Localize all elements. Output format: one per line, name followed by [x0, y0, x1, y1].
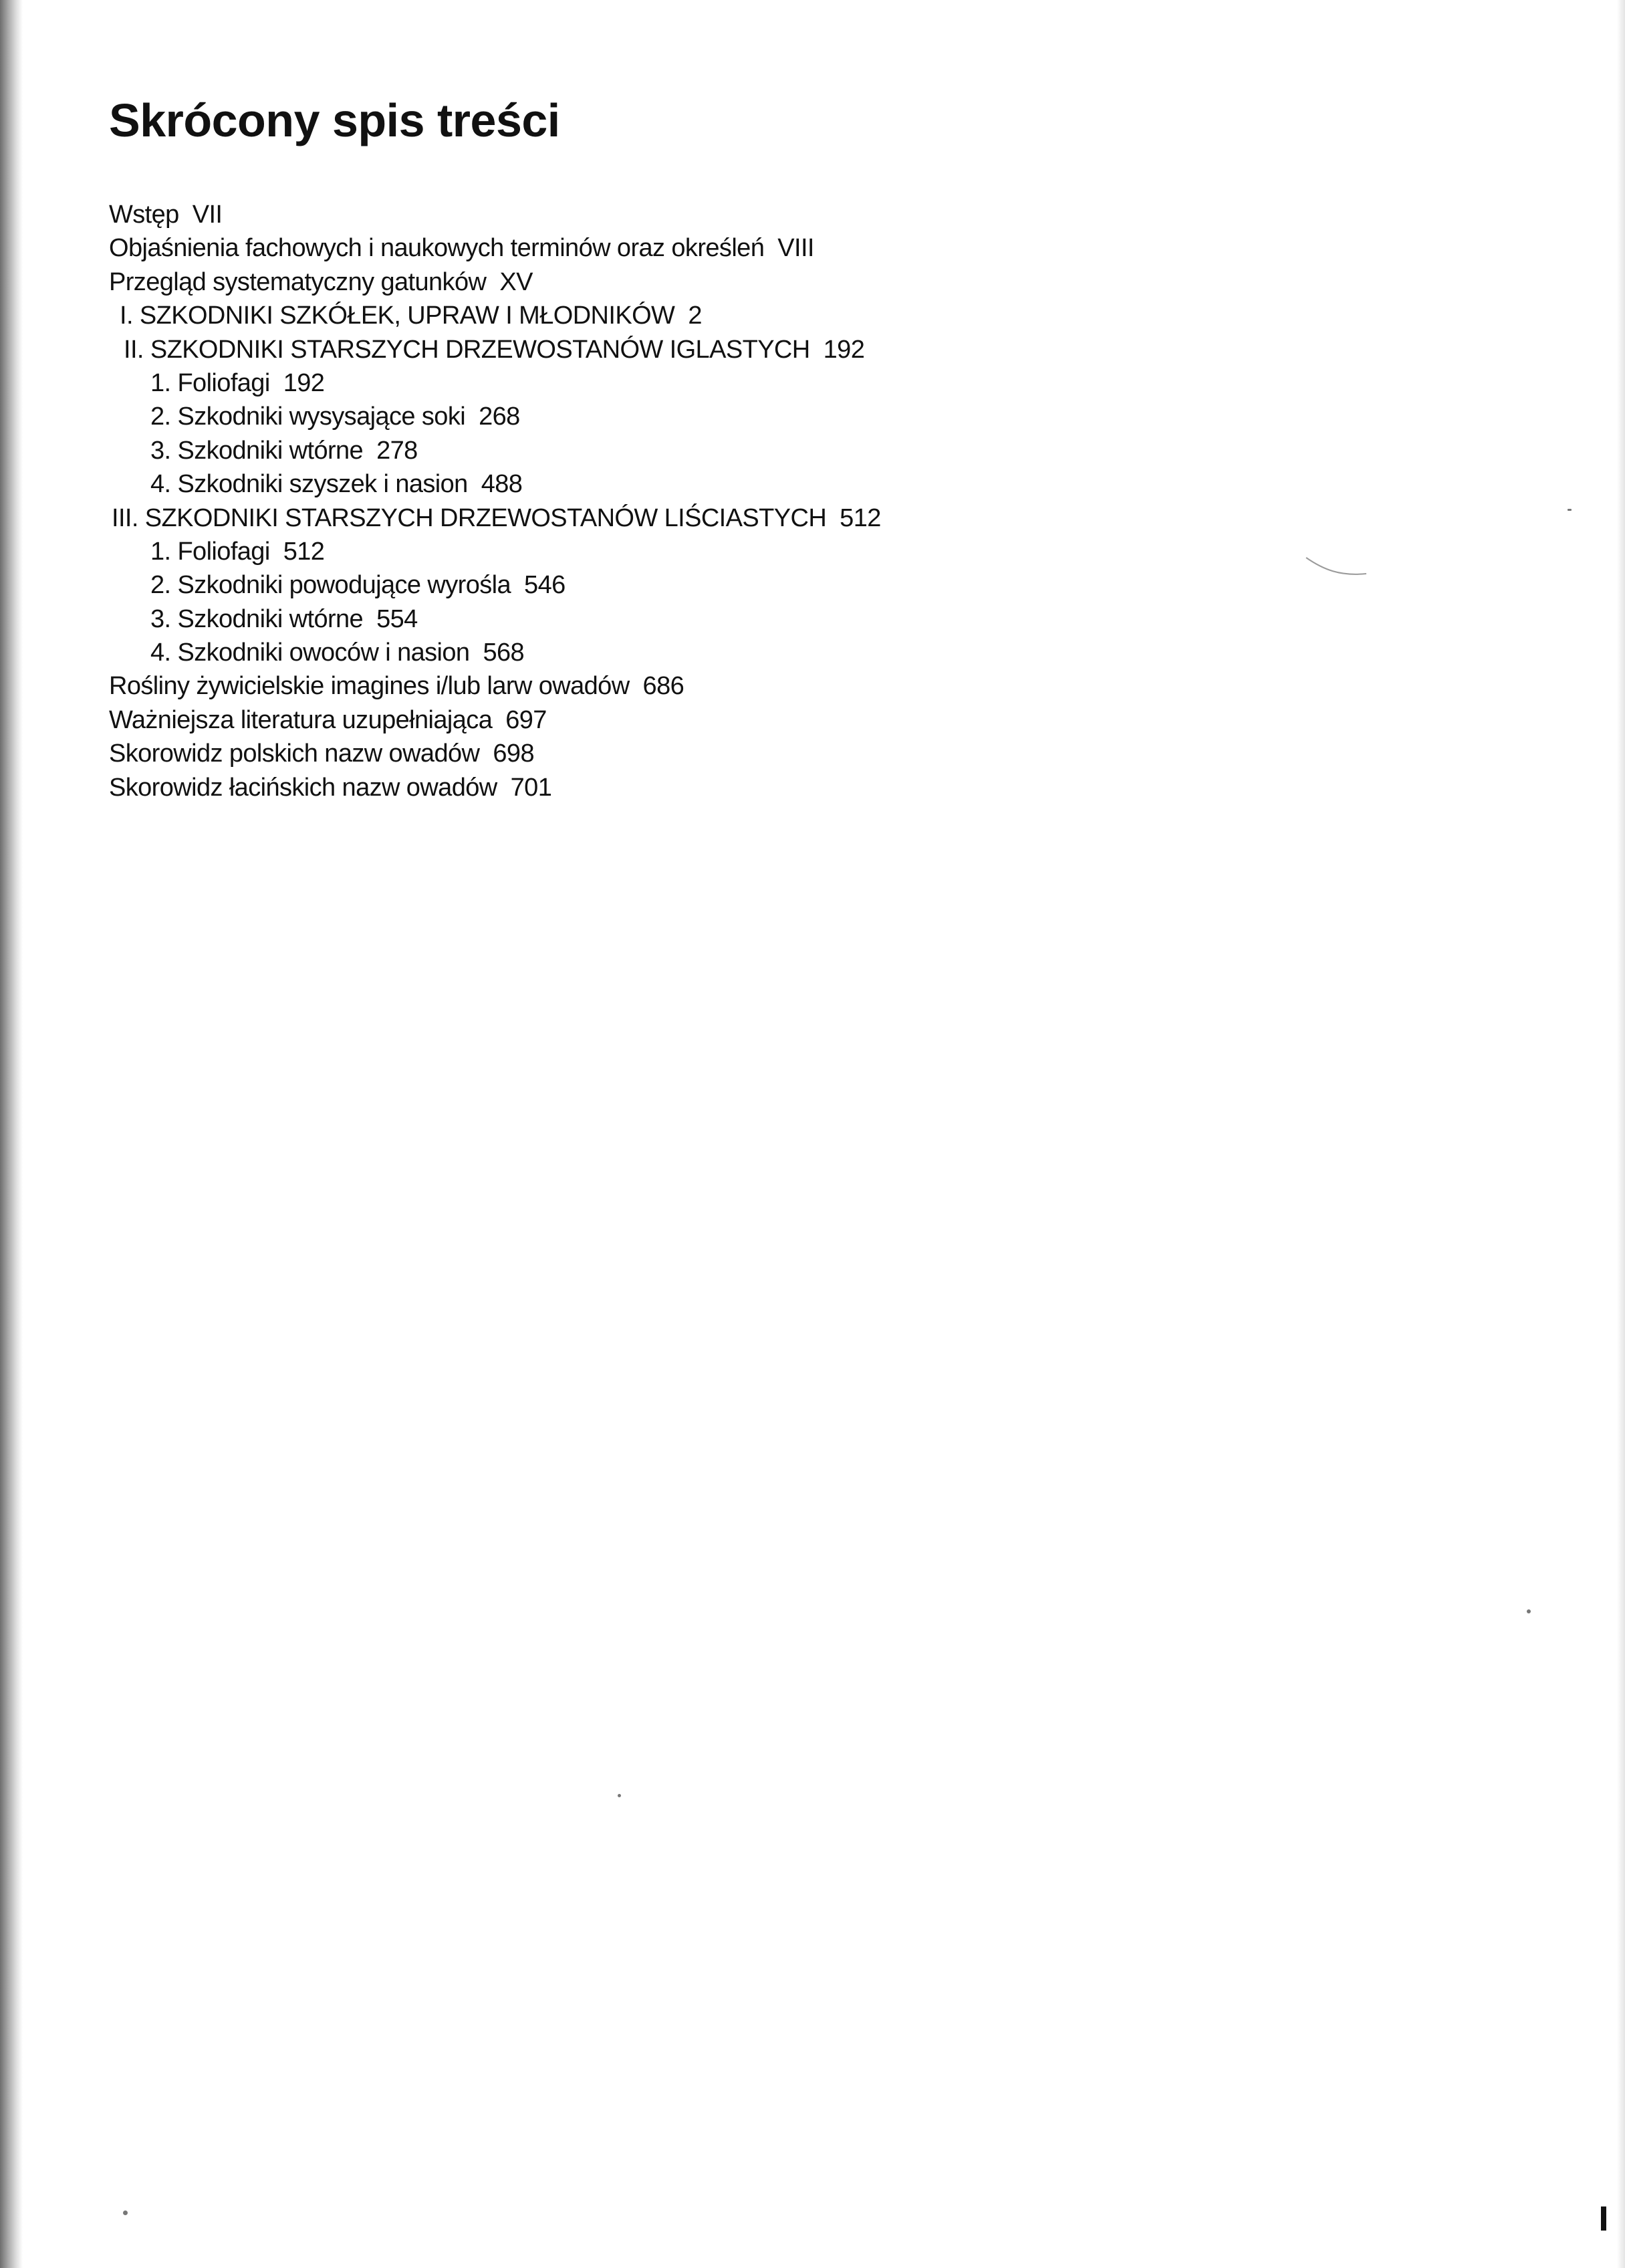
- scan-speck: [123, 2210, 128, 2215]
- toc-entry: [109, 737, 881, 770]
- binding-shadow: [0, 0, 23, 2268]
- toc-entry-page: 568: [483, 639, 525, 667]
- toc-entry-text: 2. Szkodniki powodujące wyrośla: [150, 571, 511, 600]
- toc-entry-page: 192: [823, 335, 865, 364]
- toc-entry-page: 697: [505, 705, 547, 734]
- toc-entry-page: 701: [510, 773, 552, 802]
- toc-entry-text: Ważniejsza literatura uzupełniająca: [109, 705, 493, 734]
- toc-entry-page: 278: [376, 436, 418, 465]
- scan-speck: [618, 1794, 621, 1797]
- toc-entry-text: II. SZKODNIKI STARSZYCH DRZEWOSTANÓW IGLASTYCH: [124, 335, 810, 364]
- toc-entry-text: Przegląd systematyczny gatunków: [109, 267, 487, 296]
- scan-speck: [1568, 509, 1572, 511]
- toc-entry-page: 2: [688, 302, 702, 330]
- toc-entry-page: 488: [481, 470, 523, 499]
- toc-entry-page: 268: [479, 403, 520, 431]
- toc-entry: [109, 703, 881, 737]
- toc-entry-text: 4. Szkodniki owoców i nasion: [150, 639, 470, 667]
- toc-entry: [109, 265, 881, 299]
- toc-entry: [109, 467, 881, 501]
- toc-entry: [109, 400, 881, 433]
- toc-entry-page: 512: [840, 503, 881, 532]
- toc-entry-text: 3. Szkodniki wtórne: [150, 604, 364, 633]
- scan-speck: [1527, 1609, 1531, 1613]
- toc-entry: [109, 771, 881, 804]
- toc-entry-text: Skorowidz polskich nazw owadów: [109, 740, 480, 768]
- toc-entry-text: III. SZKODNIKI STARSZYCH DRZEWOSTANÓW LIŚCIASTYCH: [112, 503, 827, 532]
- scan-mark-stroke: [1306, 558, 1366, 574]
- toc-entry: [109, 602, 881, 636]
- page-edge-shadow: [1617, 0, 1625, 2268]
- toc-entry-text: 1. Foliofagi: [150, 537, 270, 566]
- toc-entry: [109, 535, 881, 568]
- toc-entry-page: 512: [283, 537, 325, 566]
- page-marker: [1601, 2206, 1606, 2231]
- toc-entry-page: VII: [192, 201, 223, 229]
- toc-entry-page: 546: [524, 571, 566, 600]
- toc-entry: [109, 434, 881, 467]
- toc-entry-text: Skorowidz łacińskich nazw owadów: [109, 773, 497, 802]
- table-of-contents: [109, 198, 881, 804]
- toc-entry-page: 698: [493, 740, 534, 768]
- toc-entry-page: VIII: [777, 234, 814, 263]
- toc-entry-page: 554: [376, 604, 418, 633]
- toc-entry: [109, 636, 881, 669]
- toc-entry-text: Objaśnienia fachowych i naukowych terminów oraz określeń: [109, 234, 765, 263]
- toc-entry-text: 4. Szkodniki szyszek i nasion: [150, 470, 468, 499]
- toc-entry: [109, 231, 881, 265]
- toc-entry-text: Rośliny żywicielskie imagines i/lub larw owadów: [109, 672, 630, 701]
- toc-entry-text: 3. Szkodniki wtórne: [150, 436, 364, 465]
- toc-entry-page: XV: [499, 267, 533, 296]
- toc-entry-page: 192: [283, 368, 325, 397]
- toc-entry-text: 2. Szkodniki wysysające soki: [150, 403, 466, 431]
- toc-entry: [109, 299, 881, 332]
- toc-entry: [109, 333, 881, 366]
- toc-entry: [109, 501, 881, 535]
- toc-entry: [109, 568, 881, 602]
- toc-entry: [109, 366, 881, 400]
- page-title: Skrócony spis treści: [109, 94, 560, 146]
- toc-entry: [109, 198, 881, 231]
- toc-entry-text: 1. Foliofagi: [150, 368, 270, 397]
- toc-entry-page: 686: [642, 672, 684, 701]
- toc-entry: [109, 669, 881, 703]
- scan-mark: [1303, 554, 1370, 580]
- toc-entry-text: Wstęp: [109, 201, 179, 229]
- toc-entry-text: I. SZKODNIKI SZKÓŁEK, UPRAW I MŁODNIKÓW: [120, 302, 675, 330]
